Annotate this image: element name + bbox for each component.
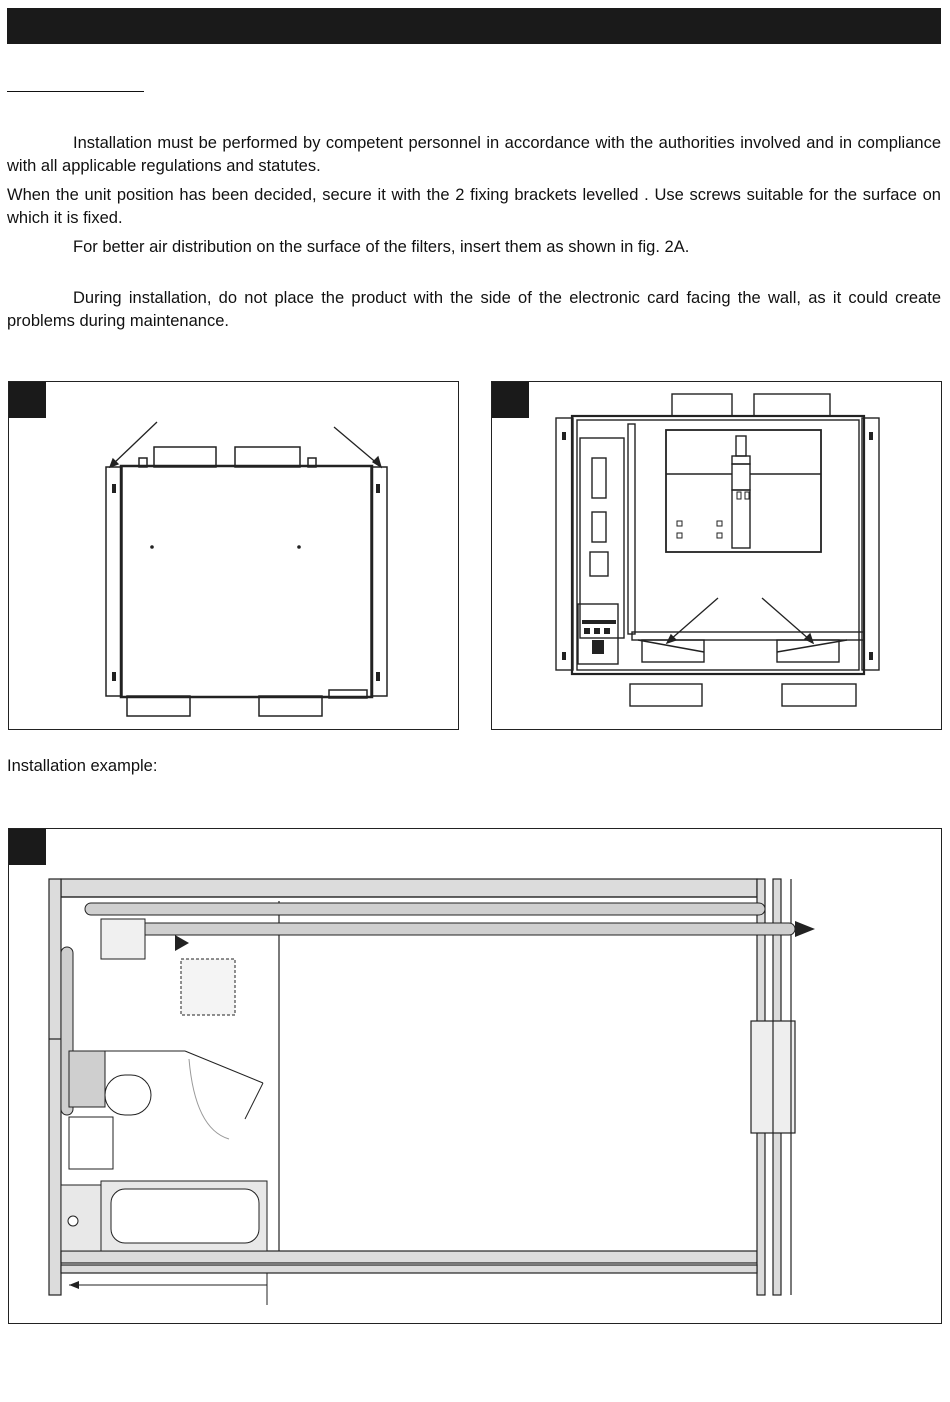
open-unit-drawing bbox=[492, 382, 942, 730]
paragraph-competent-personnel bbox=[7, 132, 941, 178]
figure-open-unit bbox=[491, 381, 942, 730]
paragraph-electronic-card bbox=[7, 287, 941, 333]
paragraph-text: When the unit position has been decided, secure it with the 2 fixing brackets levelled . Use screws suitable for the surface on which it is fixed. bbox=[7, 186, 941, 227]
installation-caption: Installation example: bbox=[7, 757, 158, 775]
header-bar bbox=[7, 8, 941, 44]
figure-front-view bbox=[8, 381, 459, 730]
front-view-drawing bbox=[9, 382, 459, 730]
figure-installation-example bbox=[8, 828, 942, 1324]
paragraph-text: Installation must be performed by competent personnel in accordance with the authorities involved and in compliance with all applicable regulations and statutes. bbox=[7, 134, 941, 175]
section-heading-underline bbox=[7, 91, 144, 92]
paragraph-fixing-brackets bbox=[7, 184, 941, 230]
installation-plan-drawing bbox=[9, 829, 942, 1324]
paragraph-text: For better air distribution on the surface of the filters, insert them as shown in fig. 2A. bbox=[73, 238, 690, 256]
paragraph-filters bbox=[7, 236, 941, 259]
paragraph-text: During installation, do not place the product with the side of the electronic card facing the wall, as it could create problems during maintenance. bbox=[7, 289, 941, 330]
